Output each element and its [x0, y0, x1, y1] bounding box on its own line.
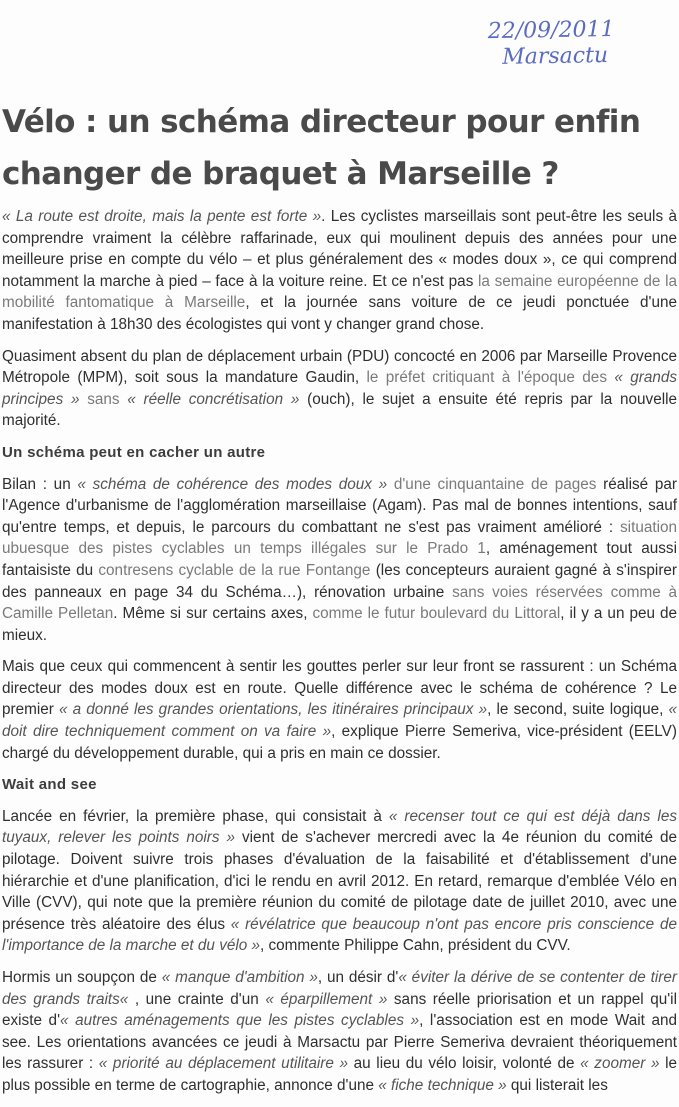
quote-text: « autres aménagements que les pistes cyclables »: [59, 1012, 420, 1030]
section-heading: Un schéma peut en cacher un autre: [2, 443, 266, 461]
body-text: qui listerait les: [506, 1076, 608, 1094]
article-paragraph: [2, 346, 677, 432]
link-text[interactable]: le préfet critiquant à l'époque des: [366, 369, 615, 387]
quote-text: « zoomer »: [580, 1055, 660, 1073]
quote-text: « priorité au déplacement utilitaire »: [98, 1055, 349, 1073]
body-text: Quasiment absent du plan de déplacement urbain (PDU) concocté en 2006 par Marseille Provence Métropole (MPM), soit sous la mandature Gaudin,: [2, 347, 677, 387]
body-text: vient de s'achever mercredi avec la 4e réunion du comité de pilotage. Doivent suivre trois phases d'évaluation de la faisabilité et d'établissement d'une hiérarchie et d'une planification, d'ici le rendu en avril 2012. En retard, remarque d'emblée Vélo en Ville (CVV), qui note que la première réunion du comité de pilotage date de juillet 2010, avec une présence très aléatoire des élus: [2, 829, 677, 933]
link-text[interactable]: contresens cyclable de la rue Fontange: [98, 561, 371, 579]
quote-text: « doit dire techniquement comment on va faire »: [2, 701, 677, 741]
body-text: sans réelle priorisation et un rappel qu'il existe d': [2, 990, 677, 1030]
quote-text: « recenser tout ce qui est déjà dans les tuyaux, relever les points noirs »: [2, 807, 677, 847]
article-paragraph: [2, 206, 677, 336]
link-text[interactable]: comme le futur boulevard du Littoral: [312, 605, 561, 623]
body-text: , aménagement tout aussi fantaisiste du: [2, 540, 677, 579]
handwritten-date: 22/09/2011: [487, 16, 615, 45]
body-text: , une crainte d'un: [134, 990, 266, 1008]
link-text[interactable]: sans: [79, 390, 128, 408]
quote-text: « réelle concrétisation »: [127, 390, 300, 408]
section-heading: Wait and see: [2, 776, 97, 794]
body-text: Bilan : un: [2, 475, 78, 493]
body-text: , l'association est en mode Wait and see. Les orientations avancées ce jeudi à Marsactu par Pierre Semeriva devraient théoriquement les rassurer :: [2, 1012, 677, 1073]
article-body: [2, 206, 677, 1107]
body-text: Mais que ceux qui commencent à sentir les gouttes perler sur leur front se rassurent : un Schéma directeur des modes doux est en route. Quelle différence avec le schéma de cohérence ? Le premier: [2, 658, 677, 719]
article-paragraph: [2, 656, 677, 764]
article-title: Vélo : un schéma directeur pour enfin changer de braquet à Marseille ?: [2, 104, 641, 192]
article-paragraph: [2, 806, 677, 957]
handwritten-source: Marsactu: [502, 43, 609, 70]
quote-text: « révélatrice que beaucoup n'ont pas encore pris conscience de l'importance de la marche et du vélo »: [2, 915, 677, 955]
article-paragraph: [2, 967, 677, 1097]
body-text: (ouch), le sujet a ensuite été repris par la nouvelle majorité.: [2, 390, 678, 430]
quote-text: « a donné les grandes orientations, les itinéraires principaux »: [59, 701, 488, 719]
body-text: , commente Philippe Cahn, président du CVV.: [260, 937, 571, 955]
link-text[interactable]: la semaine européenne de la mobilité fantomatique à Marseille: [2, 272, 677, 312]
body-text: réalisé par l'Agence d'urbanisme de l'agglomération marseillaise (Agam). Pas mal de bonnes intentions, sauf qu'entre temps, et depuis, le parcours du combattant ne s'est pas vraiment amélioré :: [2, 475, 678, 536]
quote-text: « grands principes »: [2, 369, 677, 408]
handwritten-annotation: [488, 17, 616, 71]
quote-text: « manque d'ambition »: [161, 969, 318, 986]
link-text[interactable]: d'une cinquantaine de pages: [387, 475, 597, 493]
body-text: . Les cyclistes marseillais sont peut-être les seuls à comprendre vraiment la célèbre raffarinade, eux qui moulinent depuis des années pour une meilleure prise en compte du vélo – et plus généralement des « modes doux », ce qui comprend notamment la marche à pied – face à la voiture reine. Et ce n'est pas: [2, 208, 677, 290]
quote-text: « schéma de cohérence des modes doux »: [77, 475, 388, 493]
body-text: , le second, suite logique,: [487, 701, 669, 719]
article-paragraph: [2, 474, 677, 647]
quote-text: « éparpillement »: [265, 990, 388, 1008]
body-text: . Même si sur certains axes,: [113, 605, 313, 623]
quote-text: « fiche technique »: [378, 1076, 507, 1094]
body-text: , un désir d': [317, 969, 399, 986]
body-text: , et la journée sans voiture de ce jeudi ponctuée d'une manifestation à 18h30 des écologistes qui vont y changer grand chose.: [2, 294, 677, 333]
body-text: (les concepteurs auraient gagné à s'inspirer des panneaux en page 34 du Schéma…), rénovation urbaine: [2, 561, 678, 601]
body-text: le plus possible en terme de cartographie, annonce d'une: [2, 1055, 677, 1094]
link-text[interactable]: situation ubuesque des pistes cyclables un temps illégales sur le Prado 1: [2, 518, 677, 558]
body-text: Lancée en février, la première phase, qui consistait à: [2, 807, 389, 825]
body-text: , explique Pierre Semeriva, vice-président (EELV) chargé du développement durable, qui a pris en main ce dossier.: [2, 723, 677, 762]
body-text: Hormis un soupçon de: [2, 969, 162, 986]
link-text[interactable]: sans voies réservées comme à Camille Pelletan: [2, 583, 677, 623]
quote-text: « éviter la dérive de se contenter de tirer des grands traits«: [2, 969, 677, 1008]
quote-text: « La route est droite, mais la pente est forte »: [2, 208, 322, 225]
body-text: , il y a un peu de mieux.: [2, 605, 677, 644]
body-text: au lieu du vélo loisir, volonté de: [348, 1055, 581, 1073]
